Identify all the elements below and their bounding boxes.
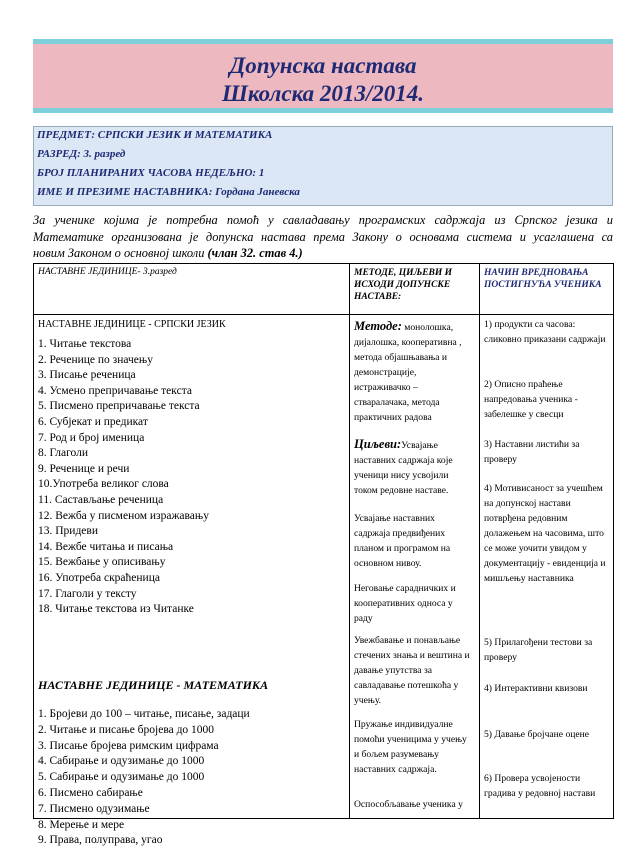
- methods-para-2: Неговање сарадничких и кооперативних односа у раду: [354, 583, 456, 624]
- info-box: [33, 126, 613, 206]
- serbian-unit-item: 11. Састављање реченица: [38, 493, 164, 506]
- info-teacher: ИМЕ И ПРЕЗИМЕ НАСТАВНИКА: Гордана Јаневска: [37, 186, 300, 198]
- methods-para-3: Увежбавање и понављање стечених знања и вештина и давање упутства за савладавање потешкоћа у учењу.: [354, 635, 470, 706]
- school-year: Школска 2013/2014.: [221, 81, 425, 106]
- methods-para-1: Усвајање наставних садржаја предвиђених планом и програмом на основном нивоу.: [354, 513, 451, 569]
- evaluation-item-2: 2) Описно праћење напредовања ученика - забелешке у свесци: [484, 379, 578, 420]
- evaluation-item-5: 5) Прилагођени тестови за проверу: [484, 637, 593, 663]
- plan-table: [33, 263, 614, 847]
- serbian-unit-item: 17. Глаголи у тексту: [38, 587, 137, 600]
- serbian-unit-item: 3. Писање реченица: [38, 369, 136, 382]
- goals-paragraph: [354, 437, 472, 498]
- math-units-list: [38, 707, 250, 849]
- serbian-unit-item: 1. Читање текстова: [38, 338, 132, 350]
- serbian-unit-item: 6. Субјекат и предикат: [38, 415, 148, 428]
- title-band: [33, 39, 613, 113]
- table-body-row: [34, 315, 614, 819]
- serbian-units-list: [38, 337, 209, 618]
- serbian-unit-item: 4. Усмено препричавање текста: [38, 384, 192, 397]
- serbian-unit-item: 12. Вежба у писменом изражавању: [38, 509, 209, 522]
- methods-para-4: Пружање индивидуалне помоћи ученицима у учењу и бољем разумевању наставних садржаја.: [354, 719, 467, 775]
- serbian-unit-item: 8. Глаголи: [38, 447, 89, 460]
- intro-law-reference: (члан 32. став 4.): [207, 246, 303, 260]
- methods-label: Методе:: [354, 319, 402, 333]
- math-heading: НАСТАВНЕ ЈЕДИНИЦЕ - МАТЕМАТИКА: [38, 678, 269, 692]
- serbian-unit-item: 15. Вежбање у описивању: [38, 556, 166, 569]
- table-header-row: [34, 264, 614, 315]
- title-bottom-stripe: [33, 108, 613, 113]
- methods-cell: [350, 315, 480, 819]
- serbian-unit-item: 14. Вежбе читања и писања: [38, 540, 174, 553]
- math-unit-item: 6. Писмено сабирање: [38, 786, 143, 799]
- evaluation-item-6: 4) Интерактивни квизови: [484, 683, 588, 694]
- evaluation-item-3: 3) Наставни листићи за проверу: [484, 439, 580, 465]
- evaluation-item-4: 4) Мотивисаност за учешћем на допунској настави потврђена редовним долажењем на часовима, што се може уочити увидом у документацију - евиденција и мишљењу наставника: [484, 483, 606, 584]
- header-evaluation: НАЧИН ВРЕДНОВАЊА ПОСТИГНУЋА УЧЕНИКА: [480, 264, 614, 315]
- serbian-unit-item: 16. Употреба скраћеница: [38, 571, 160, 584]
- header-methods: МЕТОДЕ, ЦИЉЕВИ И ИСХОДИ ДОПУНСКЕ НАСТАВЕ:: [350, 264, 480, 315]
- math-unit-item: 1. Бројеви до 100 – читање, писање, задаци: [38, 708, 250, 720]
- info-grade: РАЗРЕД: 3. разред: [37, 148, 126, 160]
- intro-line-2: Математике организована је допунска настава према Закону о основама система и усаглашена са: [33, 229, 613, 244]
- methods-paragraph: [354, 319, 472, 425]
- math-unit-item: 3. Писање бројева римским цифрама: [38, 739, 219, 752]
- units-cell: [34, 315, 350, 847]
- intro-line-3-text: новим Законом о основној школи: [33, 246, 208, 260]
- math-unit-item: 8. Мерење и мере: [38, 818, 125, 831]
- intro-line-1: За ученике којима је потребна помоћ у савладавању програмских садржаја из Српског језика и: [33, 213, 613, 227]
- serbian-unit-item: 18. Читање текстова из Читанке: [38, 603, 194, 616]
- math-unit-item: 9. Права, полуправа, угао: [38, 834, 163, 847]
- serbian-unit-item: 2. Реченице по значењу: [38, 353, 153, 366]
- evaluation-cell: [480, 315, 614, 819]
- serbian-unit-item: 13. Придеви: [38, 525, 98, 538]
- document-title: Допунска настава: [229, 53, 417, 78]
- methods-para-5: Оспособљавање ученика у: [354, 799, 463, 810]
- info-subject: ПРЕДМЕТ: СРПСКИ ЈЕЗИК И МАТЕМАТИКА: [37, 129, 273, 141]
- serbian-unit-item: 10.Употреба великог слова: [38, 478, 169, 491]
- serbian-unit-item: 5. Писмено препричавање текста: [38, 400, 200, 413]
- math-unit-item: 4. Сабирање и одузимање до 1000: [38, 755, 205, 768]
- math-unit-item: 5. Сабирање и одузимање до 1000: [38, 771, 205, 784]
- serbian-heading: НАСТАВНЕ ЈЕДИНИЦЕ - СРПСКИ ЈЕЗИК: [38, 319, 226, 330]
- evaluation-item-1: 1) продукти са часова: сликовно приказани садржаји: [484, 319, 606, 345]
- evaluation-item-8: 6) Провера усвојености градива у редовној настави: [484, 773, 596, 799]
- goals-label: Циљеви:: [354, 437, 402, 451]
- math-unit-item: 2. Читање и писање бројева до 1000: [38, 723, 215, 736]
- header-units: НАСТАВНЕ ЈЕДИНИЦЕ- 3.разред: [34, 264, 350, 315]
- math-unit-item: 7. Писмено одузимање: [38, 802, 150, 815]
- serbian-unit-item: 9. Реченице и речи: [38, 462, 130, 475]
- goals-text: Усвајање наставних садржаја које ученици нису усвојили током редовне наставе.: [354, 440, 453, 496]
- evaluation-item-7: 5) Давање бројчане оцене: [484, 729, 590, 740]
- intro-line-3: [33, 245, 613, 262]
- serbian-unit-item: 7. Род и број именица: [38, 431, 145, 444]
- info-hours: БРОЈ ПЛАНИРАНИХ ЧАСОВА НЕДЕЉНО: 1: [37, 167, 265, 179]
- methods-text: монолошка, дијалошка, кооперативна , метода објашњавања и демонстрације, истраживачко – стваралачака, метода практичних радова: [354, 322, 462, 423]
